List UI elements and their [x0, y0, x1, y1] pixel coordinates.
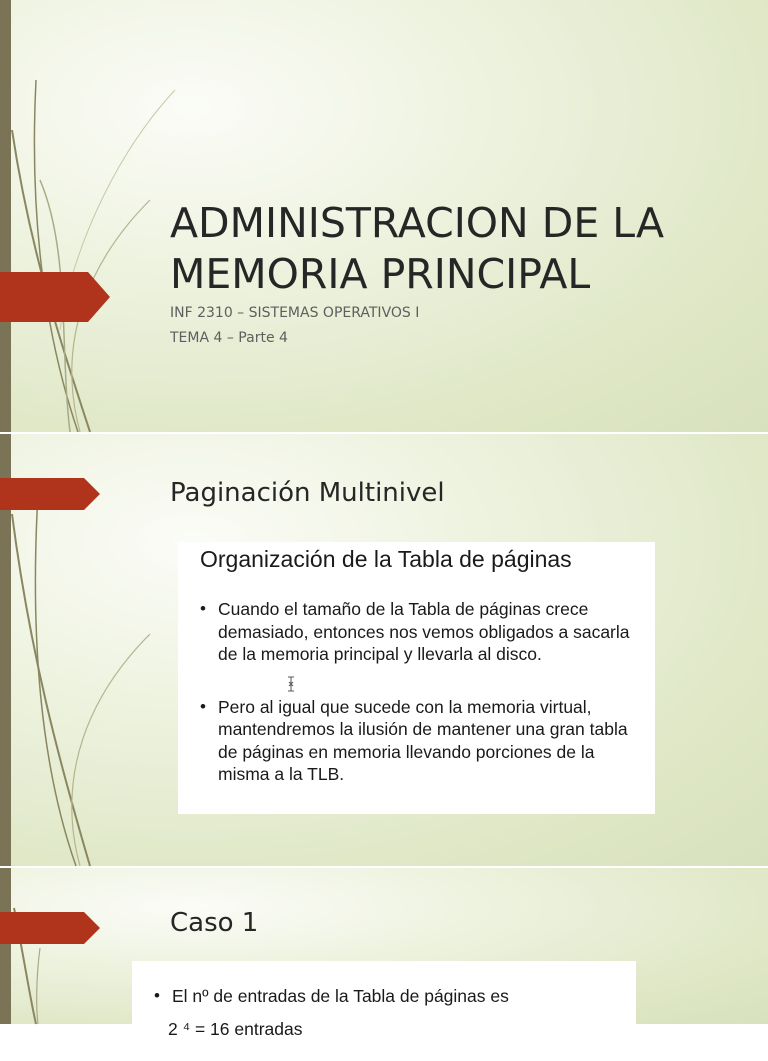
arrow-marker-icon — [0, 478, 102, 510]
content-image-panel — [132, 961, 636, 1061]
course-subtitle: INF 2310 – SISTEMAS OPERATIVOS I — [170, 305, 420, 321]
list-item — [200, 598, 641, 666]
bullet-list — [200, 598, 641, 786]
text-cursor-icon — [286, 676, 296, 692]
list-item — [154, 985, 622, 1008]
slide-heading: Paginación Multinivel — [170, 478, 445, 508]
bullet-text: Cuando el tamaño de la Tabla de páginas crece demasiado, entonces nos vemos obligados a sacarla de la memoria principal y llevarla al disco. — [218, 599, 630, 664]
partial-text-fragment: 2 ⁴ = 16 entradas — [168, 1019, 303, 1039]
panel-title: Organización de la Tabla de páginas — [200, 546, 572, 572]
topic-subtitle: TEMA 4 – Parte 4 — [170, 330, 288, 346]
bullet-text: Pero al igual que sucede con la memoria virtual, mantendremos la ilusión de mantener una gran tabla de páginas en memoria llevando porciones de la misma a la TLB. — [218, 696, 628, 784]
bullet-dot-icon: • — [200, 696, 206, 716]
slide-heading: Caso 1 — [170, 908, 259, 938]
bullet-text: El nº de entradas de la Tabla de páginas es — [172, 986, 509, 1006]
slide-paginacion — [0, 434, 768, 866]
list-item — [200, 696, 641, 786]
slide-title — [0, 0, 768, 432]
bullet-dot-icon: • — [154, 986, 160, 1005]
content-image-panel — [178, 542, 655, 814]
bullet-list — [154, 985, 622, 1008]
arrow-marker-icon — [0, 272, 112, 322]
slide-caso-1 — [0, 868, 768, 1039]
arrow-marker-icon — [0, 912, 102, 944]
bullet-dot-icon: • — [200, 599, 206, 618]
slide-title-text: ADMINISTRACION DE LA MEMORIA PRINCIPAL — [170, 199, 665, 298]
